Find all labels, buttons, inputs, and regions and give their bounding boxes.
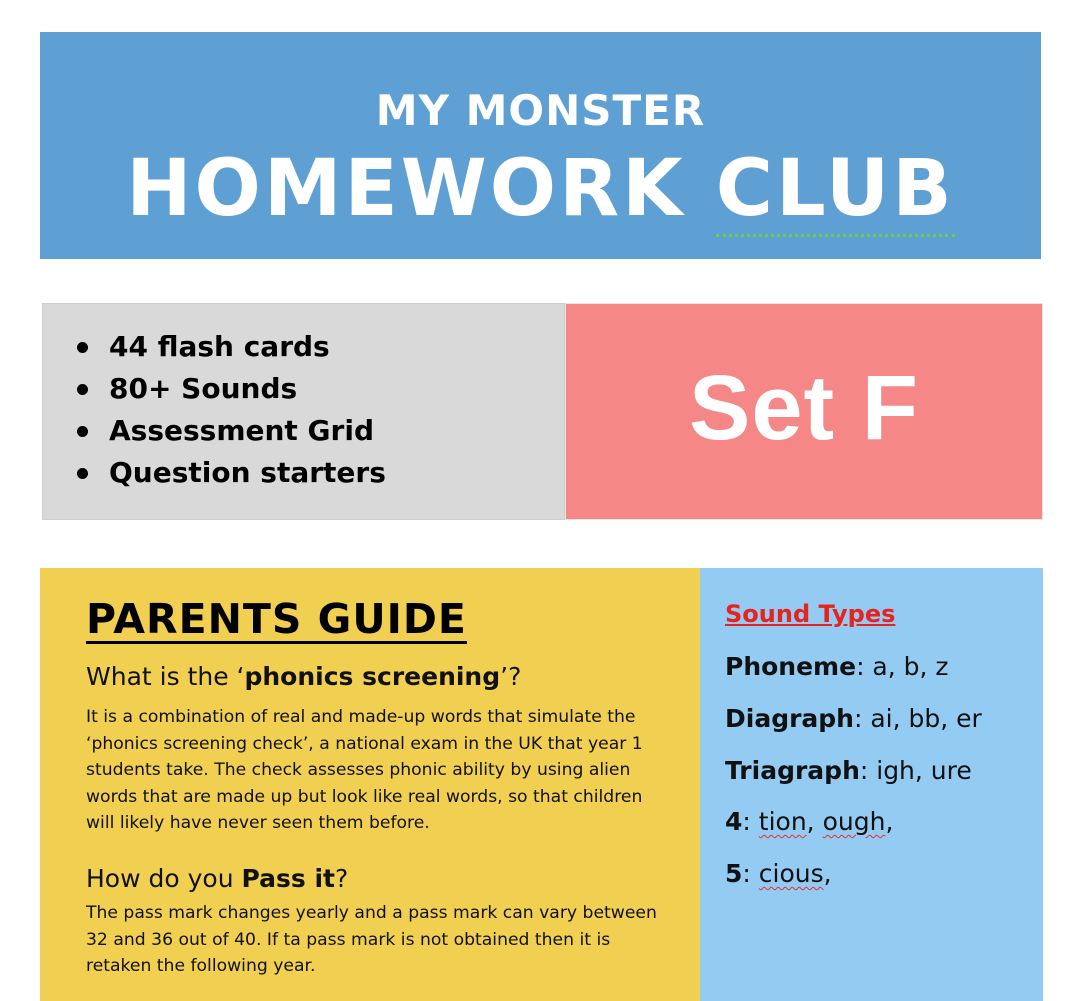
bullet-icon — [77, 426, 88, 437]
bullet-icon — [77, 468, 88, 479]
title-word-club: CLUB — [716, 144, 955, 237]
feature-item: Question starters — [75, 452, 386, 494]
parents-guide-heading: PARENTS GUIDE — [86, 595, 467, 643]
sound-row-triagraph: Triagraph: igh, ure — [725, 756, 972, 785]
spellcheck-word: cious — [758, 859, 824, 888]
set-label-panel — [565, 303, 1043, 520]
title-line-2 — [40, 144, 1041, 234]
sound-types-panel — [700, 568, 1043, 1001]
set-label: Set F — [689, 357, 919, 459]
paragraph-phonics-screening: It is a combination of real and made-up words that simulate the ‘phonics screening check’, a national exam in the UK that year 1 students take. The check assesses phonic ability by using alien words that are made up but look like real words, so that children will likely have never seen them before. — [86, 707, 643, 833]
spellcheck-word: tion — [758, 807, 807, 836]
question-pass-it: How do you Pass it? — [86, 864, 349, 893]
title-word-homework: HOMEWORK — [126, 144, 686, 234]
sound-row-diagraph: Diagraph: ai, bb, er — [725, 704, 982, 733]
title-banner — [40, 32, 1041, 259]
bullet-icon — [77, 384, 88, 395]
sound-row-5: 5: cious, — [725, 859, 832, 888]
bullet-icon — [77, 342, 88, 353]
feature-item: 44 flash cards — [75, 326, 386, 368]
features-list — [75, 326, 386, 494]
features-panel — [42, 303, 565, 520]
question-phonics-screening: What is the ‘phonics screening’? — [86, 662, 522, 691]
spellcheck-word: ough — [822, 807, 886, 836]
parents-guide-panel — [40, 568, 700, 1001]
feature-item: 80+ Sounds — [75, 368, 386, 410]
sound-row-phoneme: Phoneme: a, b, z — [725, 652, 949, 681]
paragraph-pass-mark: The pass mark changes yearly and a pass mark can vary between 32 and 36 out of 40. If ta pass mark is not obtained then it is retaken the following year. — [86, 903, 657, 976]
feature-item: Assessment Grid — [75, 410, 386, 452]
title-line-1: MY MONSTER — [375, 86, 706, 135]
sound-types-title: Sound Types — [725, 600, 896, 628]
sound-row-4: 4: tion, ough, — [725, 807, 894, 836]
